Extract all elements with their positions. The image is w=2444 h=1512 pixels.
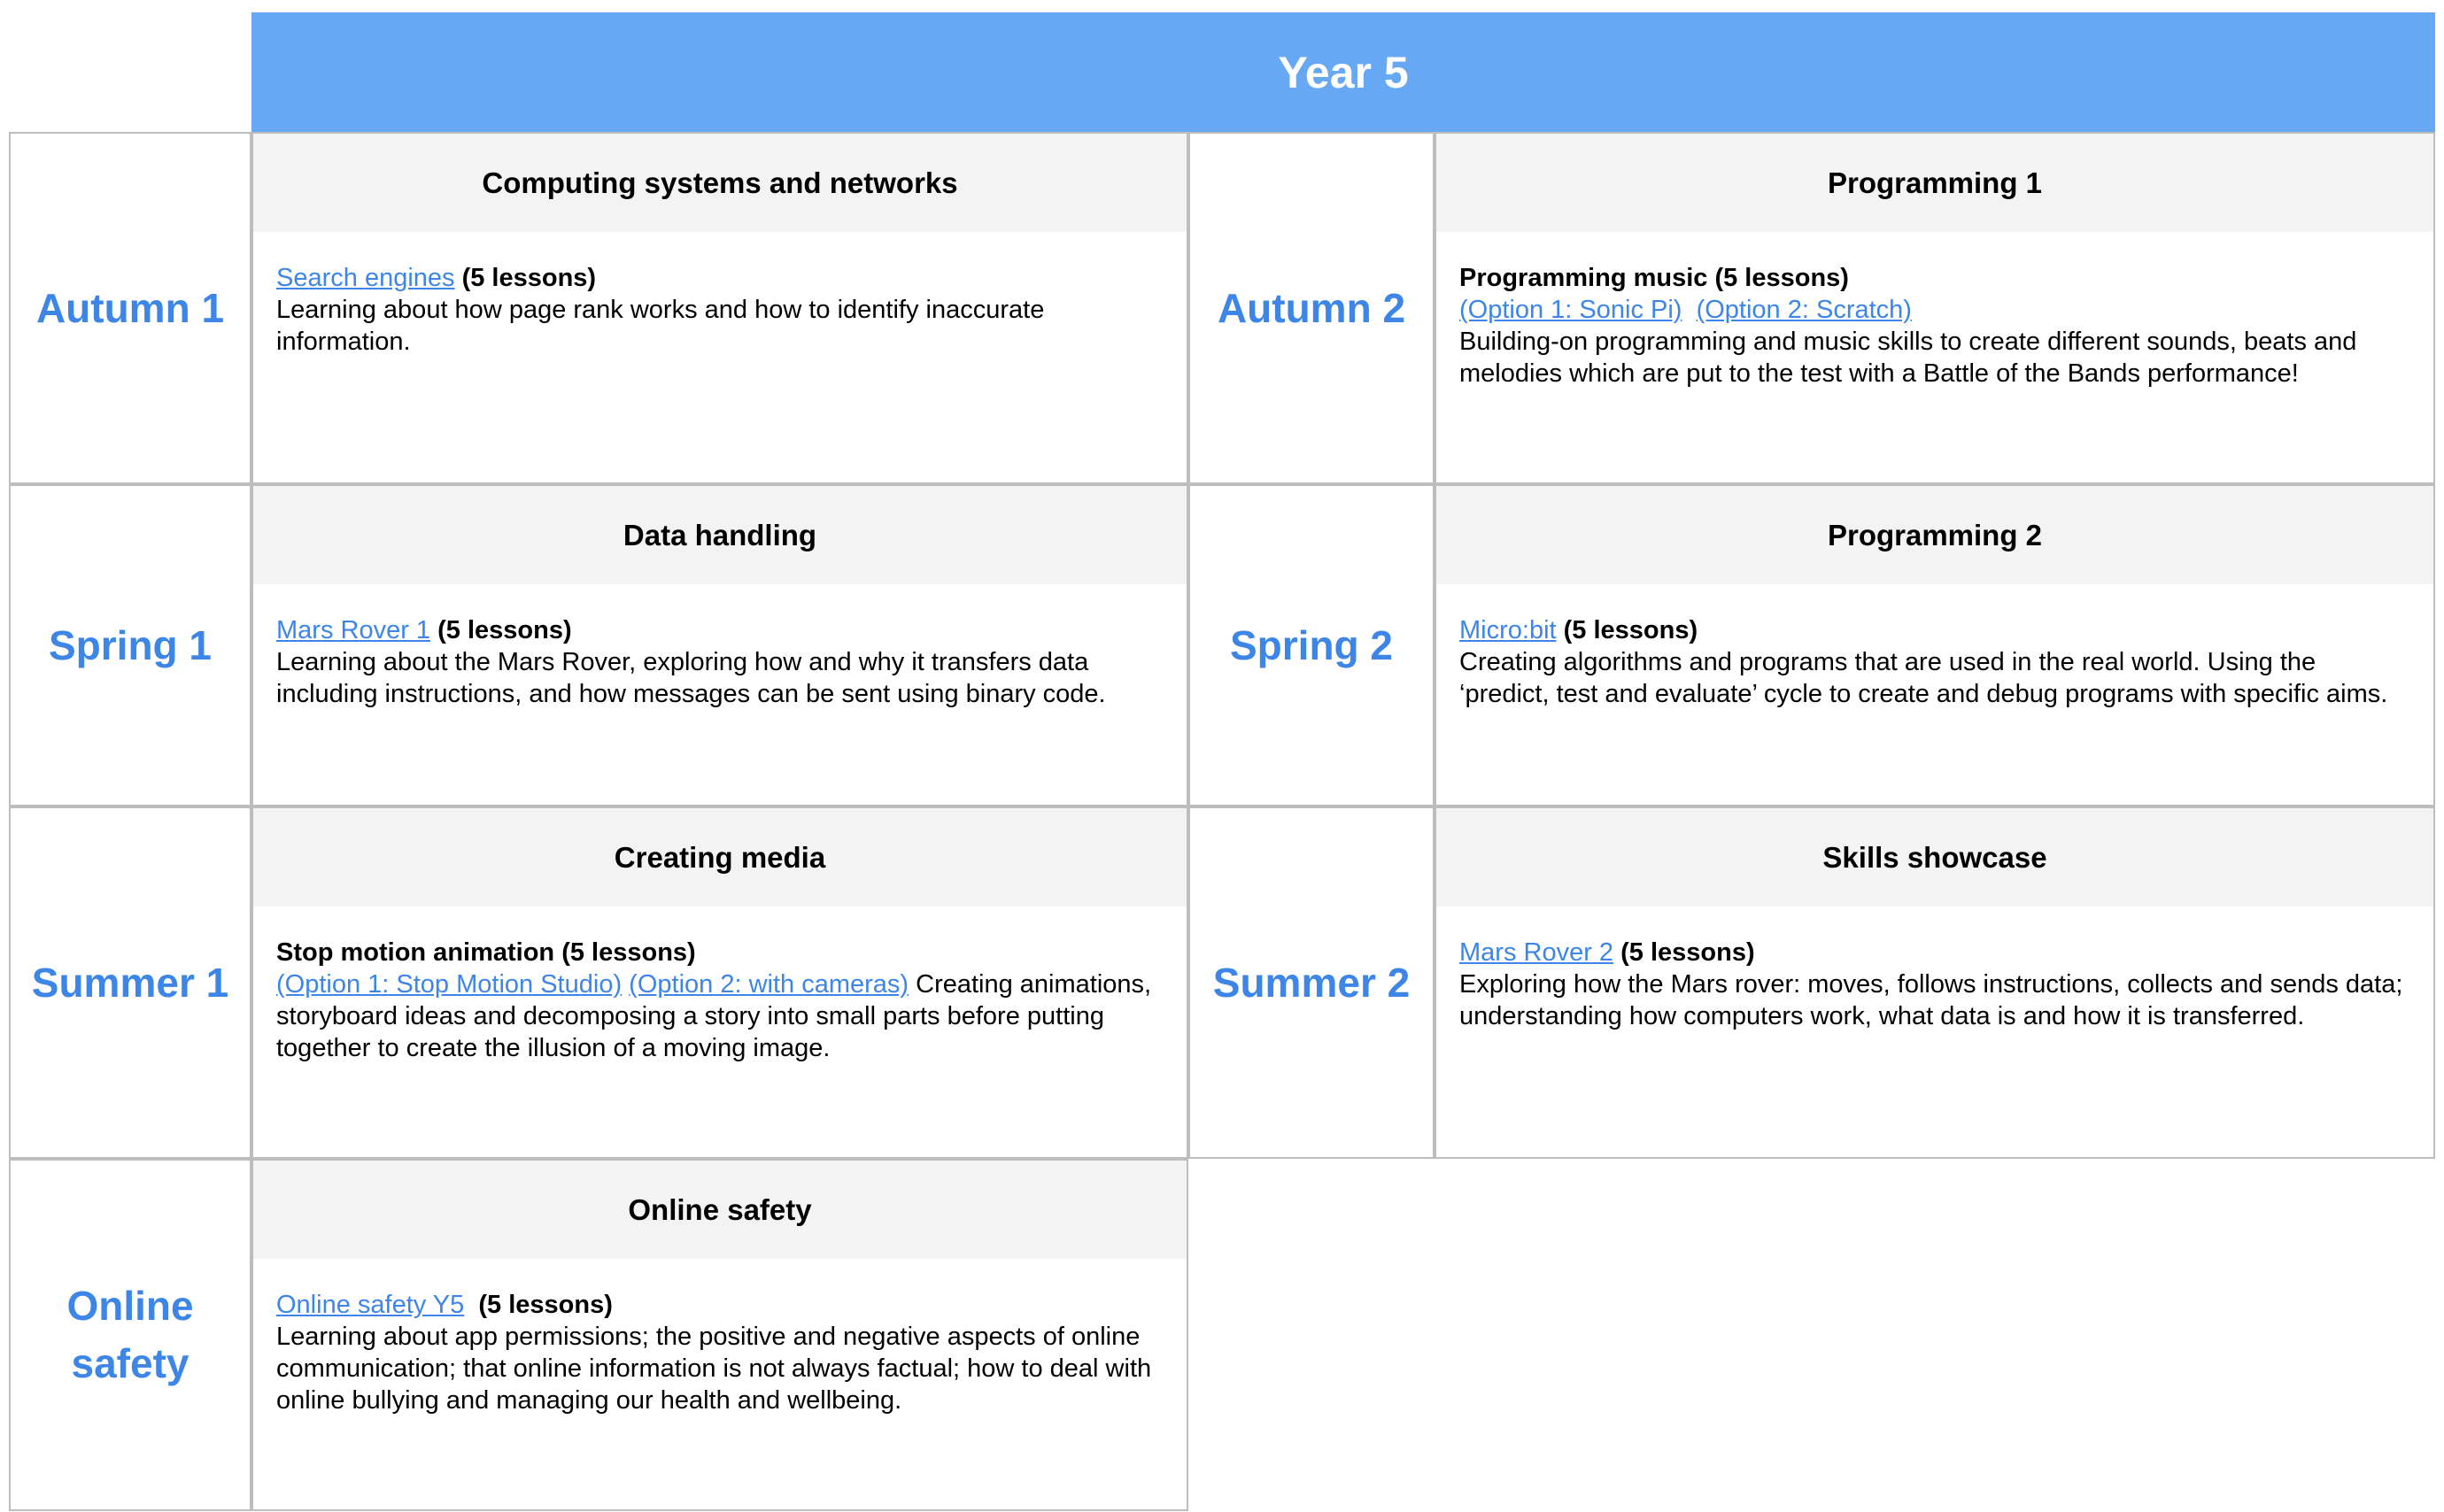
term-autumn-2 <box>1188 132 1435 484</box>
year-header <box>251 12 2435 132</box>
unit-title-band <box>253 134 1187 232</box>
unit-title: Computing systems and networks <box>482 166 958 199</box>
sonic-pi-link[interactable]: (Option 1: Sonic Pi) <box>1459 296 1682 324</box>
unit-description: Building-on programming and music skills to create different sounds, beats and melodies which are put to the test with a Battle of the Bands performance! <box>1459 328 2357 388</box>
unit-title-band <box>253 808 1187 906</box>
term-spring-2 <box>1188 484 1435 806</box>
lesson-line <box>276 614 1164 646</box>
unit-title-band <box>253 1161 1187 1259</box>
unit-title: Data handling <box>623 518 817 552</box>
unit-heading: Programming music (5 lessons) <box>1459 264 1849 292</box>
mars-rover-2-link[interactable]: Mars Rover 2 <box>1459 938 1614 967</box>
lesson-count: (5 lessons) <box>430 616 572 644</box>
lesson-count: (5 lessons) <box>454 264 597 292</box>
unit-data-handling <box>251 484 1188 806</box>
unit-skills-showcase <box>1435 806 2435 1159</box>
microbit-link[interactable]: Micro:bit <box>1459 616 1557 644</box>
unit-body <box>1436 584 2433 710</box>
term-summer-2 <box>1188 806 1435 1159</box>
term-online-safety <box>9 1159 251 1511</box>
unit-title-band <box>1436 808 2433 906</box>
lesson-count: (5 lessons) <box>1613 938 1755 967</box>
year-title: Year 5 <box>1278 47 1409 97</box>
lesson-line <box>276 1289 1164 1321</box>
with-cameras-link[interactable]: (Option 2: with cameras) <box>629 970 909 999</box>
unit-title-band <box>1436 134 2433 232</box>
term-summer-1 <box>9 806 251 1159</box>
unit-body <box>1436 906 2433 1032</box>
unit-body <box>253 584 1187 710</box>
unit-description: Learning about how page rank works and how to identify inaccurate information. <box>276 296 1045 356</box>
online-safety-y5-link[interactable]: Online safety Y5 <box>276 1291 465 1319</box>
term-label: Spring 1 <box>48 621 213 668</box>
lesson-line <box>1459 614 2410 646</box>
stop-motion-studio-link[interactable]: (Option 1: Stop Motion Studio) <box>276 970 623 999</box>
scratch-link[interactable]: (Option 2: Scratch) <box>1696 296 1912 324</box>
mars-rover-1-link[interactable]: Mars Rover 1 <box>276 616 431 644</box>
lesson-count: (5 lessons) <box>464 1291 613 1319</box>
term-spring-1 <box>9 484 251 806</box>
term-label: Spring 2 <box>1229 621 1394 668</box>
unit-body <box>1436 232 2433 390</box>
unit-computing-systems <box>251 132 1188 484</box>
unit-online-safety <box>251 1159 1188 1511</box>
unit-title: Skills showcase <box>1822 840 2047 874</box>
unit-programming-2 <box>1435 484 2435 806</box>
term-label: Autumn 2 <box>1217 284 1406 331</box>
term-label-line-1: Online <box>66 1283 194 1329</box>
unit-title: Online safety <box>628 1192 812 1226</box>
unit-creating-media <box>251 806 1188 1159</box>
lesson-line <box>276 262 1164 294</box>
unit-description: Exploring how the Mars rover: moves, follows instructions, collects and sends data; understanding how computers work, what data is and how it is transferred. <box>1459 970 2403 1030</box>
term-label: Summer 2 <box>1212 959 1411 1006</box>
unit-description: Creating animations, storyboard ideas and decomposing a story into small parts before putting together to create the illusion of a moving image. <box>276 970 1152 1062</box>
unit-description: Learning about the Mars Rover, exploring how and why it transfers data including instructions, and how messages can be sent using binary code. <box>276 648 1106 708</box>
lesson-count: (5 lessons) <box>1556 616 1698 644</box>
unit-body <box>253 906 1187 1064</box>
unit-heading: Stop motion animation (5 lessons) <box>276 938 696 967</box>
search-engines-link[interactable]: Search engines <box>276 264 455 292</box>
unit-description: Creating algorithms and programs that are used in the real world. Using the ‘predict, test and evaluate’ cycle to create and debug programs with specific aims. <box>1459 648 2388 708</box>
unit-title-band <box>253 486 1187 584</box>
term-label: Autumn 1 <box>35 284 225 331</box>
lesson-line <box>1459 937 2410 968</box>
unit-body <box>253 232 1187 358</box>
term-autumn-1 <box>9 132 251 484</box>
unit-title-band <box>1436 486 2433 584</box>
term-label: Summer 1 <box>31 959 229 1006</box>
unit-title: Creating media <box>614 840 826 874</box>
unit-title: Programming 2 <box>1827 518 2043 552</box>
term-label-line-2: safety <box>71 1340 189 1386</box>
option-links <box>1459 294 2410 326</box>
unit-body <box>253 1259 1187 1416</box>
unit-programming-1 <box>1435 132 2435 484</box>
unit-description: Learning about app permissions; the positive and negative aspects of online communication; that online information is not always factual; how to deal with online bullying and managing our health and wellbeing. <box>276 1323 1152 1415</box>
unit-title: Programming 1 <box>1827 166 2043 199</box>
